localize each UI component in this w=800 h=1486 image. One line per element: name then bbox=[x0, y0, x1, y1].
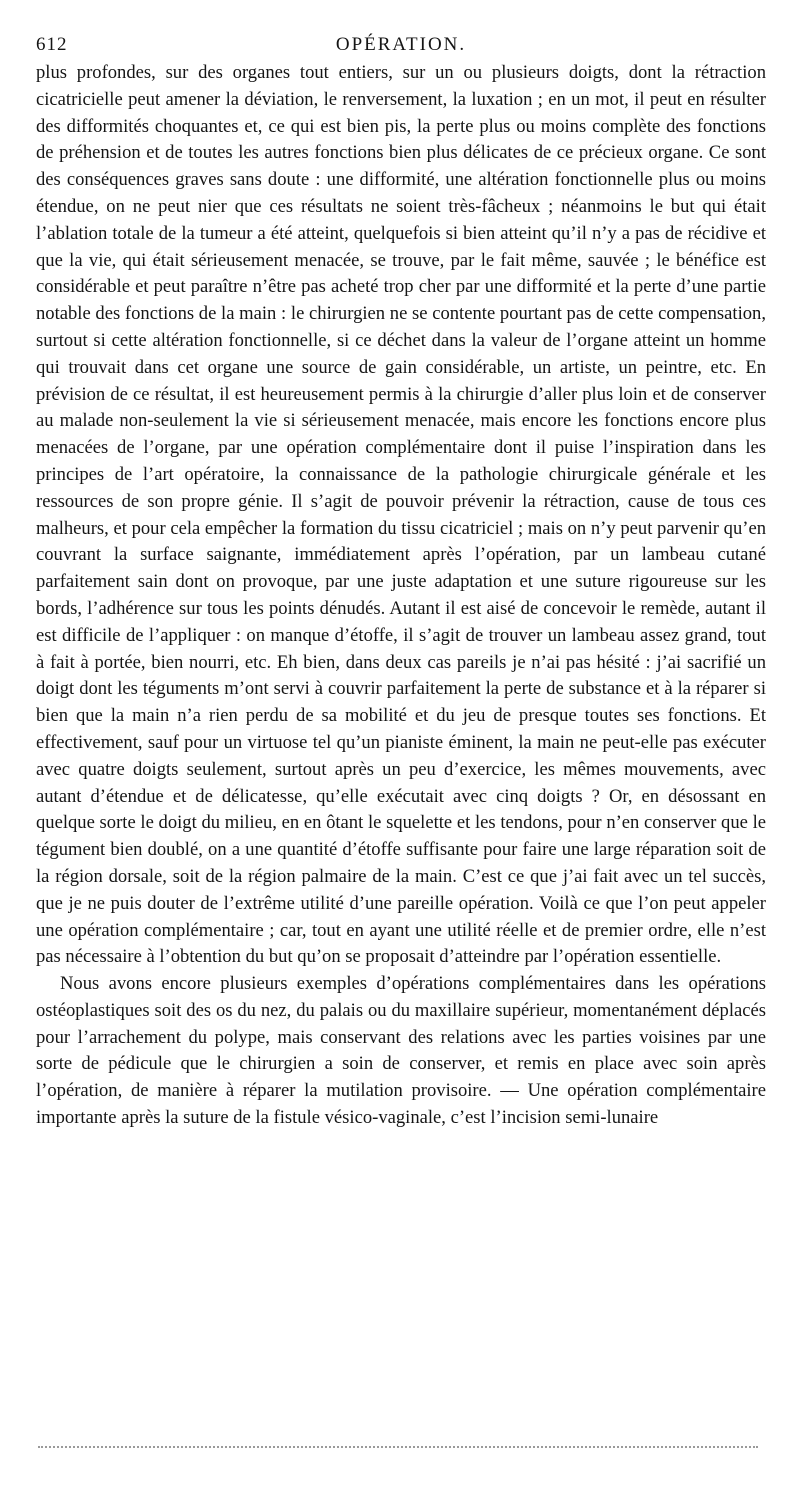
paragraph-1: plus profondes, sur des organes tout entiers, sur un ou plusieurs doigts, dont la rétraction cicatricielle peut amener la déviation, le renversement, la luxation ; en un mot, il peut en résulter des difformités choquantes et, ce qui est bien pis, la perte plus ou moins complète des fonctions de préhension et de toutes les autres fonctions bien plus délicates de ce précieux organe. Ce sont des conséquences graves sans doute : une difformité, une altération fonctionnelle plus ou moins étendue, on ne peut nier que ces résultats ne soient très-fâcheux ; néanmoins le but qui était l’ablation totale de la tumeur a été atteint, quelquefois si bien atteint qu’il n’y a pas de récidive et que la vie, qui était sérieusement menacée, se trouve, par le fait même, sauvée ; le bénéfice est considérable et peut paraître n’être pas acheté trop cher par une difformité et la perte d’une partie notable des fonctions de la main : le chirurgien ne se contente pourtant pas de cette compensation, surtout si cette altération fonctionnelle, si ce déchet dans la valeur de l’organe atteint un homme qui trouvait dans cet organe une source de gain considérable, un artiste, un peintre, etc. En prévision de ce résultat, il est heureusement permis à la chirurgie d’aller plus loin et de conserver au malade non-seulement la vie si sérieusement menacée, mais encore les fonctions encore plus menacées de l’organe, par une opération complémentaire dont il puise l’inspiration dans les principes de l’art opératoire, la connaissance de la pathologie chirurgicale générale et les ressources de son propre génie. Il s’agit de pouvoir prévenir la rétraction, cause de tous ces malheurs, et pour cela empêcher la formation du tissu cicatriciel ; mais on n’y peut parvenir qu’en couvrant la surface saignante, immédiatement après l’opération, par un lambeau cutané parfaitement sain dont on provoque, par une juste adaptation et une suture rigoureuse sur les bords, l’adhérence sur tous les points dénudés. Autant il est aisé de concevoir le remède, autant il est difficile de l’appliquer : on manque d’étoffe, il s’agit de trouver un lambeau assez grand, tout à fait à portée, bien nourri, etc. Eh bien, dans deux cas pareils je n’ai pas hésité : j’ai sacrifié un doigt dont les téguments m’ont servi à couvrir parfaitement la perte de substance et à la réparer si bien que la main n’a rien perdu de sa mobilité et du jeu de presque toutes ses fonctions. Et effectivement, sauf pour un virtuose tel qu’un pianiste éminent, la main ne peut-elle pas exécuter avec quatre doigts seulement, surtout après un peu d’exercice, les mêmes mouvements, avec autant d’étendue et de délicatesse, qu’elle exécutait avec cinq doigts ? Or, en désossant en quelque sorte le doigt du milieu, en en ôtant le squelette et les tendons, pour n’en conserver que le tégument bien doublé, on a une quantité d’étoffe suffisante pour faire une large réparation soit de la région dorsale, soit de la région palmaire de la main. C’est ce que j’ai fait avec un tel succès, que je ne puis douter de l’extrême utilité d’une pareille opération. Voilà ce que l’on peut appeler une opération complémentaire ; car, tout en ayant une utilité réelle et de premier ordre, elle n’est pas nécessaire à l’obtention du but qu’on se proposait d’atteindre par l’opération essentielle. bbox=[36, 62, 766, 968]
body-text bbox=[36, 60, 766, 1132]
footer-dotted-rule bbox=[38, 1446, 758, 1448]
paragraph-2: Nous avons encore plusieurs exemples d’opérations complémentaires dans les opérations ostéoplastiques soit des os du nez, du palais ou du maxillaire supérieur, momentanément déplacés pour l’arrachement du polype, mais conservant des relations avec les parties voisines par une sorte de pédicule que le chirurgien a soin de conserver, et remis en place avec soin après l’opération, de manière à réparer la mutilation provisoire. — Une opération complémentaire importante après la suture de la fistule vésico-vaginale, c’est l’incision semi-lunaire bbox=[36, 973, 766, 1129]
book-page bbox=[36, 30, 766, 1132]
page-number: 612 bbox=[36, 34, 68, 55]
running-title: OPÉRATION. bbox=[335, 34, 467, 55]
running-header bbox=[36, 30, 766, 60]
